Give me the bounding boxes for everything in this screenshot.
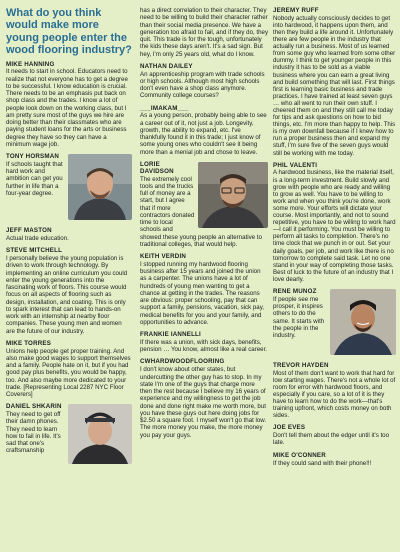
response-text: If they could sand with their phone!!! xyxy=(273,459,372,467)
respondent-name: DANIEL SHKARIN xyxy=(6,403,62,411)
response-text: If people see me prosper, it inspires others to do the same. It starts with the people in the industry. xyxy=(273,295,325,340)
respondent-name: JEREMY RUFF xyxy=(273,7,319,14)
column-3 xyxy=(273,7,396,472)
respondent-name: MIKE HANNING xyxy=(6,60,55,68)
respondent-name: MIKE TORRES xyxy=(6,339,52,347)
respondent-name: RENE MUNOZ xyxy=(273,287,317,295)
respondent-name: CWHARDWOODFLOORING xyxy=(140,358,225,366)
response-text: The extremely cool tools and the trucks full of money are a start, but I agree that if more contractors donated time to local schools and showed these young people an alternative to traditional colleges, that would help. xyxy=(140,175,262,248)
response-trevor-hayden xyxy=(273,362,396,419)
column-2 xyxy=(140,7,268,444)
response-joe-eves xyxy=(273,424,396,446)
respondent-name: LORIE DAVIDSON xyxy=(140,160,174,175)
respondent-name: TREVOR HAYDEN xyxy=(273,361,329,369)
portrait-photo xyxy=(330,289,396,355)
response-imakam xyxy=(140,105,268,156)
response-text: A hardwood business, like the material itself, is a long-term investment. Build slowly and grow with people who are ready and willing to grow as well. You have to be willing to work and when you think you're done, work some more. Your efforts will dictate your course. Most importantly, and not to sound repetitive, you have to be willing to work hard—I call it performing. You must be willing to perform all tasks to completion. There's no time clock that we punch in or out. Set your daily goals, per job, and work like there is no tomorrow to complete said task. Let no one stand in your way of completing those tasks. Best of luck to the future of an industry that I love dearly. xyxy=(273,169,396,283)
response-continued xyxy=(140,7,268,58)
response-mike-hanning xyxy=(6,61,132,149)
response-steve-mitchell xyxy=(6,247,132,335)
response-text: I don't know about other states, but undercutting the other guy has to stop. In my state I'm one of the guys that charge more then the rest because I believe my 16 years of experience and my willingness to get the job done and done right make me worth more, but you have these guys out here doing jobs for $2.50 a square foot. I myself won't go that low. The more money you make, the more money you pay your guys. xyxy=(140,366,267,439)
response-text: As a young person, probably being able to see a career out of it, not just a job. Longevity, growth, the ability to expand, etc. I've thankfully found it in this trade; I just know of some young ones who couldn't see it being more than a menial job and chose to leave. xyxy=(140,112,267,156)
response-text: I personally believe the young population is driven to work through technology. By implementing an online curriculum you could enter the young generations into the fascinating work of floors. This course would focus on all aspects of flooring such as design, installation, and coating. This is only to spark interest that can lead to hands-on work with an internship at nearby floor companies. These young men and women are the future of our industry. xyxy=(6,255,128,335)
respondent-name: JEFF MASTON xyxy=(6,227,52,235)
response-text: An apprenticeship program with trade schools or high schools. Although most high schools don't even have a shop class anymore. Community college courses? xyxy=(140,70,265,100)
response-mike-oconner xyxy=(273,452,396,467)
response-jeff-maston xyxy=(6,227,132,242)
portrait-photo xyxy=(198,162,268,228)
portrait-photo xyxy=(68,404,132,464)
response-rene-munoz xyxy=(273,288,396,357)
respondent-name: JOE EVES xyxy=(273,424,306,432)
response-text: Unions help people get proper training. And also make good wages to support themselves and a family. People hate on it, but if you had good pay plus benefits, you would be happy, too. And also maybe more dedicated to your trade. [Representing Local 2287 NYC Floor Coverers] xyxy=(6,347,131,399)
respondent-name: FRANKIE IANNELLI xyxy=(140,331,201,339)
response-text: If schools taught that hard work and ambition can get you further in life than a four-year degree. xyxy=(6,160,63,197)
respondent-name: STEVE MITCHELL xyxy=(6,247,63,255)
respondent-name: NATHAN DAILEY xyxy=(140,62,193,70)
response-phil-valenti xyxy=(273,162,396,283)
respondent-name: PHIL VALENTI xyxy=(273,161,318,169)
response-text: I stopped running my hardwood flooring business after 15 years and joined the union as a carpenter. The unions have a lot of hundreds of young men wanting to get a chance at getting in the trades. The reasons are obvious: proper schooling, pay that can support a family, pensions, vacation, sick pay, medical benefits for you and your family, and opportunities to advance. xyxy=(140,260,265,326)
response-tony-horsman xyxy=(6,153,132,222)
response-lorie-davidson xyxy=(140,161,268,248)
response-cwhardwoodflooring xyxy=(140,358,268,438)
portrait-photo xyxy=(68,154,132,220)
response-text: It needs to start in school. Educators need to realize that not everyone has to get a degree to be successful. I know education is crucial. There needs to be an emphasis put back on shop class and the trades. I know a lot of people look down on the working class, but I am pretty sure most of the guys we hire are doing better than their classmates who are paying student loans for the arts or business degree they have so they can have a minimum wage job. xyxy=(6,68,128,148)
respondent-name: KEITH VERDIN xyxy=(140,253,187,261)
response-keith-verdin xyxy=(140,253,268,326)
response-text: Most of them don't want to work that hard for low starting wages. There's not a whole lot of room for error with hardwood floors, and especially if you care, so a lot of it is they have to learn how to do the work—that's training upfront, which costs money on both sides. xyxy=(273,369,396,420)
respondent-name: MIKE O'CONNER xyxy=(273,451,326,459)
response-mike-torres xyxy=(6,340,132,399)
response-text: Nobody actually consciously decides to get into hardwood, it happens upon them, and then they build a life around it. Unfortunately there are few people in the industry that actually run a business. Most of us learned from some guy who learned from some other dummy. I think to get younger people in this industry it has to be sold as a viable business where you can earn a great living and build something that will last. First things first is learning basic business and trade practices. I have trained at least seven guys … who all went to run their own stuff. I cheered them on and they still call me today for tips and ask questions on how to bid things, etc. I'm more than happy to help. This is my own downfall because if I knew how to run a proper business then and expand my stuff, I'm sure five of the seven guys would still be working with me today. xyxy=(273,14,396,157)
response-daniel-shkarin xyxy=(6,403,132,466)
headline: What do you think would make more young people enter the wood flooring industry? xyxy=(6,7,132,57)
response-nathan-dailey xyxy=(140,63,268,100)
response-frankie-iannelli xyxy=(140,331,268,353)
response-text: If there was a union, with sick days, benefits, pension … You know, almost like a real career. xyxy=(140,338,267,354)
respondent-name: ___IMAKAM___ xyxy=(140,104,189,112)
response-text: has a direct correlation to their character. They need to be willing to build their character rather than their social media presence. We have a generation too afraid to fail, and if they do, they quit. This trade is for the tough, unfortunately the kids these days aren't. It's a sad sign. But hey, I'm only 25 years old, what do I know. xyxy=(140,7,269,58)
respondent-name: TONY HORSMAN xyxy=(6,153,60,161)
response-text: Don't tell them about the edger until it's too late. xyxy=(273,432,390,447)
response-text: They need to get off their damn phones. They need to learn how to fail in life. It's sad that one's craftsmanship xyxy=(6,411,61,455)
column-1 xyxy=(6,0,132,471)
response-jeremy-ruff xyxy=(273,7,396,157)
response-text: Actual trade education. xyxy=(6,234,69,242)
